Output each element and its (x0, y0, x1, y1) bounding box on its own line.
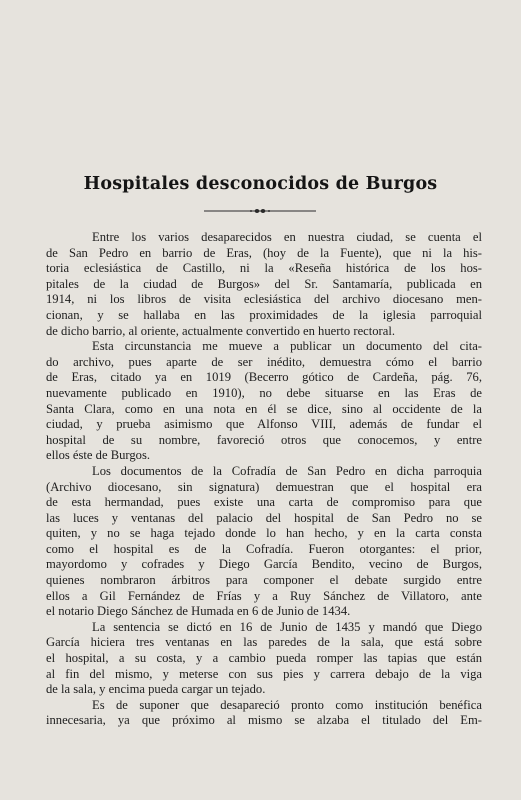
paragraph-line: Los documentos de la Cofradía de San Pedro en dicha parroquia (92, 463, 482, 478)
ornament-icon (204, 206, 316, 216)
paragraph-line: de esta hermandad, pues existe una carta de compromiso para que (46, 495, 482, 510)
paragraph-line: el notario Diego Sánchez de Humada en 6 de Junio de 1434. (46, 604, 351, 619)
paragraph-line: Entre los varios desaparecidos en nuestra ciudad, se cuenta el (92, 230, 482, 244)
paragraph-line: las luces y ventanas del palacio del hospital de San Pedro no se (46, 510, 482, 525)
paragraph-line: Es de suponer que desapareció pronto como institución benéfica (92, 697, 482, 712)
paragraph-line: ellos a Gil Fernández de Frías y a Ruy Sánchez de Villatoro, ante (46, 588, 482, 603)
paragraph-line: de la sala, y encima pueda cargar un tejado. (46, 682, 266, 697)
paragraph-line: (Archivo diocesano, sin signatura) demuestran que el hospital era (46, 479, 482, 494)
paragraph-line: Santa Clara, como en una nota en él se dice, sino al occidente de la (46, 401, 482, 416)
paragraph-line: nuevamente publicado en 1910), no debe situarse en las Eras de (46, 385, 482, 400)
paragraph-line: Esta circunstancia me mueve a publicar un documento del cita- (92, 339, 482, 354)
paragraph-line: ellos éste de Burgos. (46, 448, 151, 463)
paragraph-line: de San Pedro en barrio de Eras, (hoy de la Fuente), que ni la his- (46, 245, 482, 260)
paragraph-line: cionan, y se hallaba en las proximidades de la iglesia parroquial (46, 307, 482, 322)
paragraph-line: como el hospital es de la Cofradía. Fueron otorgantes: el prior, (46, 541, 482, 556)
paragraph-line: La sentencia se dictó en 16 de Junio de 1435 y mandó que Diego (92, 619, 482, 634)
paragraph-line: hospital de su nombre, favoreció otros que conocemos, y entre (46, 432, 482, 447)
paragraph-line: ciudad, y prueba asimismo que Alfonso VIII, además de fundar el (46, 417, 482, 432)
paragraph-line: al fin del mismo, y meterse con sus pies y carrera debajo de la viga (46, 666, 482, 681)
paragraph-line: innecesaria, ya que próximo al mismo se alzaba el titulado del Em- (46, 713, 482, 728)
paragraph-line: García hiciera tres ventanas en las paredes de la sala, que está sobre (46, 635, 482, 650)
page-title: Hospitales desconocidos de Burgos (83, 174, 438, 194)
paragraph-line: 1914, ni los libros de visita eclesiástica del archivo diocesano men- (46, 292, 482, 307)
paragraph-line: mayordomo y cofrades y Diego García Bendito, vecino de Burgos, (46, 557, 482, 572)
paragraph-line: de dicho barrio, al oriente, actualmente convertido en huerto rectoral. (46, 323, 395, 338)
paragraph-line: de Eras, citado ya en 1019 (Becerro gótico de Cardeña, pág. 76, (46, 370, 482, 385)
paragraph-line: quiten, y no se haga tejado donde lo han hecho, y en la carta consta (46, 526, 482, 541)
paragraph-line: do archivo, pues aparte de ser inédito, demuestra cómo el barrio (46, 354, 482, 369)
paragraph-line: quienes nombraron árbitros para componer el debate surgido entre (46, 573, 482, 588)
paragraph-line: pitales de la ciudad de Burgos» del Sr. Santamaría, publicada en (46, 276, 482, 291)
paragraph-line: el hospital, a su costa, y a cambio pueda romper las tapias que están (46, 651, 482, 666)
document-body (46, 230, 482, 729)
paragraph-line: toria eclesiástica de Castillo, ni la «Reseña histórica de los hos- (46, 261, 482, 276)
